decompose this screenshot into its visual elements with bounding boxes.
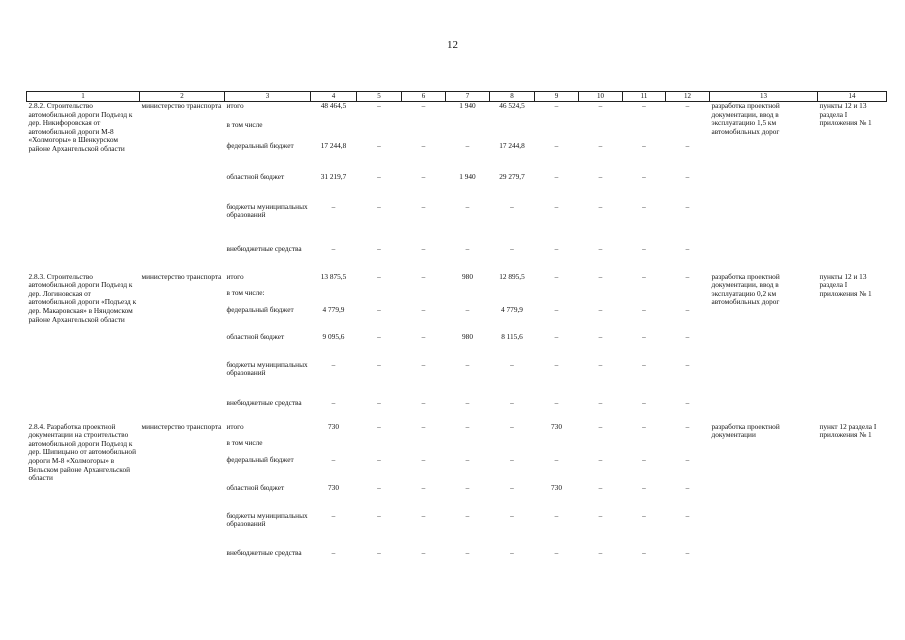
amount-cell: – bbox=[510, 482, 514, 492]
executor: министерство транспорта bbox=[141, 271, 222, 281]
amount-cell: – bbox=[421, 482, 426, 492]
amount-cell bbox=[490, 289, 535, 306]
amount-cell: – bbox=[685, 171, 690, 181]
amount-cell: – bbox=[331, 510, 336, 520]
amount-cell: 1 940 bbox=[459, 101, 476, 110]
amount-cell: – bbox=[642, 454, 646, 464]
page-number: 12 bbox=[447, 39, 458, 51]
funding-source: в том числе bbox=[226, 119, 263, 129]
amount-cell: 730 bbox=[551, 482, 562, 492]
column-header: 2 bbox=[140, 92, 225, 102]
amount-cell: – bbox=[554, 359, 559, 369]
amount-cell: – bbox=[331, 454, 336, 464]
amount-cell: 46 524,5 bbox=[499, 101, 525, 110]
amount-cell: – bbox=[465, 304, 470, 314]
amount-cell: – bbox=[465, 421, 470, 431]
column-header: 10 bbox=[579, 92, 623, 102]
amount-cell: 48 464,5 bbox=[320, 101, 347, 110]
amount-cell: – bbox=[377, 201, 381, 211]
amount-cell: – bbox=[421, 101, 426, 110]
reference: пункты 12 и 13 раздела I приложения № 1 bbox=[819, 101, 872, 128]
amount-cell: – bbox=[642, 171, 646, 181]
amount-cell: – bbox=[510, 201, 514, 211]
amount-cell: – bbox=[685, 243, 690, 253]
amount-cell: – bbox=[377, 454, 381, 464]
amount-cell: – bbox=[465, 510, 470, 520]
amount-cell bbox=[446, 121, 490, 142]
amount-cell: – bbox=[465, 359, 470, 369]
amount-cell: – bbox=[554, 397, 559, 407]
column-header: 13 bbox=[710, 92, 818, 102]
amount-cell bbox=[579, 121, 623, 142]
amount-cell: – bbox=[642, 547, 646, 557]
column-header: 4 bbox=[311, 92, 357, 102]
amount-cell bbox=[623, 439, 666, 456]
amount-cell: – bbox=[421, 547, 426, 557]
funding-source: областной бюджет bbox=[226, 331, 285, 341]
amount-cell: – bbox=[554, 331, 559, 341]
column-header: 9 bbox=[535, 92, 579, 102]
amount-cell: – bbox=[377, 243, 381, 253]
amount-cell bbox=[535, 289, 579, 306]
amount-cell: – bbox=[331, 547, 336, 557]
column-header: 11 bbox=[623, 92, 666, 102]
amount-cell: – bbox=[685, 510, 690, 520]
event-name: 2.8.4. Разработка проектной документации на строительство автомобильной дороги Подъезд к дер. Шипицыно от автомобильной дороги М-8 «Холмогоры» в Вельском районе Архангельской области bbox=[28, 421, 136, 483]
amount-cell: 17 244,8 bbox=[499, 140, 525, 150]
amount-cell bbox=[666, 121, 710, 142]
amount-cell: – bbox=[377, 271, 381, 281]
amount-cell: – bbox=[598, 243, 603, 253]
amount-cell: – bbox=[598, 304, 603, 314]
amount-cell bbox=[402, 439, 446, 456]
amount-cell: – bbox=[510, 421, 514, 431]
funding-source: итого bbox=[226, 421, 244, 431]
amount-cell: – bbox=[510, 359, 514, 369]
column-header: 7 bbox=[446, 92, 490, 102]
amount-cell: – bbox=[685, 454, 690, 464]
amount-cell: – bbox=[642, 510, 646, 520]
amount-cell: – bbox=[642, 331, 646, 341]
amount-cell: – bbox=[331, 243, 336, 253]
amount-cell: – bbox=[598, 454, 603, 464]
amount-cell: – bbox=[685, 140, 690, 150]
funding-source: внебюджетные средства bbox=[226, 243, 302, 253]
amount-cell: – bbox=[421, 510, 426, 520]
amount-cell bbox=[402, 121, 446, 142]
amount-cell: – bbox=[377, 331, 381, 341]
amount-cell: – bbox=[598, 510, 603, 520]
amount-cell: – bbox=[685, 201, 690, 211]
expected-result: разработка проектной документации bbox=[711, 421, 780, 440]
column-header: 14 bbox=[818, 92, 887, 102]
event-name: 2.8.2. Строительство автомобильной дороги Подъезд к дер. Никифоровская от автомобильной дороги М-8 «Холмогоры» в Шенкурском районе Архангельской области bbox=[28, 101, 133, 154]
funding-source: федеральный бюджет bbox=[226, 454, 294, 464]
amount-cell bbox=[446, 439, 490, 456]
amount-cell: – bbox=[642, 397, 646, 407]
amount-cell: – bbox=[377, 140, 381, 150]
amount-cell: – bbox=[642, 243, 646, 253]
funding-source: в том числе bbox=[226, 437, 263, 447]
amount-cell: 29 279,7 bbox=[499, 171, 525, 181]
amount-cell: – bbox=[377, 359, 381, 369]
amount-cell: – bbox=[598, 331, 603, 341]
event-name: 2.8.3. Строительство автомобильной дороги Подъезд к дер. Логиновская от автомобильной дороги «Подъезд к дер. Макаровская» в Няндомском районе Архангельской области bbox=[28, 271, 137, 324]
amount-cell bbox=[357, 121, 402, 142]
amount-cell: – bbox=[465, 454, 470, 464]
amount-cell: 980 bbox=[462, 271, 473, 281]
amount-cell bbox=[535, 439, 579, 456]
amount-cell bbox=[311, 439, 357, 456]
funding-source: в том числе: bbox=[226, 287, 265, 297]
table-row bbox=[27, 423, 887, 439]
amount-cell: – bbox=[685, 482, 690, 492]
amount-cell: – bbox=[510, 243, 514, 253]
amount-cell: – bbox=[598, 140, 603, 150]
amount-cell: – bbox=[465, 397, 470, 407]
amount-cell: – bbox=[642, 421, 646, 431]
column-header: 6 bbox=[402, 92, 446, 102]
amount-cell bbox=[623, 121, 666, 142]
funding-source: бюджеты муниципальных образований bbox=[226, 510, 308, 529]
amount-cell: – bbox=[554, 304, 559, 314]
amount-cell: – bbox=[377, 510, 381, 520]
amount-cell: – bbox=[554, 510, 559, 520]
amount-cell: – bbox=[598, 397, 603, 407]
column-header: 8 bbox=[490, 92, 535, 102]
amount-cell: – bbox=[598, 201, 603, 211]
amount-cell: – bbox=[421, 140, 426, 150]
amount-cell: – bbox=[598, 547, 603, 557]
amount-cell: – bbox=[421, 171, 426, 181]
program-table bbox=[26, 91, 887, 575]
column-header: 3 bbox=[225, 92, 311, 102]
amount-cell: – bbox=[421, 397, 426, 407]
amount-cell bbox=[579, 439, 623, 456]
amount-cell: – bbox=[642, 271, 646, 281]
amount-cell: – bbox=[421, 454, 426, 464]
amount-cell bbox=[666, 439, 710, 456]
amount-cell: – bbox=[331, 201, 336, 211]
amount-cell: – bbox=[642, 201, 646, 211]
reference: пункт 12 раздела I приложения № 1 bbox=[819, 421, 877, 440]
amount-cell: – bbox=[598, 171, 603, 181]
amount-cell: – bbox=[554, 201, 559, 211]
amount-cell: – bbox=[642, 304, 646, 314]
amount-cell bbox=[311, 121, 357, 142]
amount-cell: – bbox=[685, 397, 690, 407]
amount-cell: 8 115,6 bbox=[501, 331, 523, 341]
amount-cell: – bbox=[598, 359, 603, 369]
amount-cell: – bbox=[685, 359, 690, 369]
amount-cell: – bbox=[377, 421, 381, 431]
table-row bbox=[27, 102, 887, 121]
amount-cell: – bbox=[421, 421, 426, 431]
amount-cell: – bbox=[510, 510, 514, 520]
amount-cell: – bbox=[465, 243, 470, 253]
funding-source: бюджеты муниципальных образований bbox=[226, 359, 308, 378]
amount-cell: 31 219,7 bbox=[320, 171, 347, 181]
amount-cell: – bbox=[554, 171, 559, 181]
amount-cell: – bbox=[510, 547, 514, 557]
amount-cell bbox=[357, 289, 402, 306]
amount-cell: – bbox=[685, 421, 690, 431]
amount-cell: – bbox=[377, 304, 381, 314]
amount-cell: 4 779,9 bbox=[501, 304, 523, 314]
amount-cell: 730 bbox=[551, 421, 562, 431]
amount-cell: – bbox=[377, 482, 381, 492]
expected-result: разработка проектной документации, ввод в эксплуатацию 1,5 км автомобильных дорог bbox=[711, 101, 780, 136]
amount-cell bbox=[623, 289, 666, 306]
table-row bbox=[27, 273, 887, 289]
funding-source: областной бюджет bbox=[226, 171, 285, 181]
amount-cell: – bbox=[377, 397, 381, 407]
header-row bbox=[27, 92, 887, 102]
amount-cell: 980 bbox=[462, 331, 473, 341]
amount-cell bbox=[490, 121, 535, 142]
amount-cell: – bbox=[554, 140, 559, 150]
amount-cell bbox=[490, 439, 535, 456]
amount-cell: – bbox=[598, 101, 603, 110]
amount-cell: – bbox=[421, 201, 426, 211]
amount-cell: – bbox=[598, 421, 603, 431]
amount-cell bbox=[357, 439, 402, 456]
amount-cell: – bbox=[377, 101, 381, 110]
amount-cell: 13 875,5 bbox=[320, 271, 347, 281]
expected-result: разработка проектной документации, ввод в эксплуатацию 0,2 км автомобильных дорог bbox=[711, 271, 780, 307]
amount-cell: – bbox=[510, 454, 514, 464]
amount-cell bbox=[402, 289, 446, 306]
column-header: 5 bbox=[357, 92, 402, 102]
amount-cell bbox=[579, 289, 623, 306]
funding-source: областной бюджет bbox=[226, 482, 285, 492]
amount-cell bbox=[311, 289, 357, 306]
amount-cell: 730 bbox=[328, 482, 339, 492]
funding-source: федеральный бюджет bbox=[226, 140, 294, 150]
amount-cell: – bbox=[642, 482, 646, 492]
amount-cell: – bbox=[642, 140, 646, 150]
amount-cell: – bbox=[685, 271, 690, 281]
funding-source: бюджеты муниципальных образований bbox=[226, 201, 308, 220]
amount-cell: – bbox=[465, 547, 470, 557]
amount-cell bbox=[446, 289, 490, 306]
amount-cell: – bbox=[554, 454, 559, 464]
amount-cell: – bbox=[421, 304, 426, 314]
amount-cell: – bbox=[642, 359, 646, 369]
amount-cell: 12 895,5 bbox=[499, 271, 525, 281]
amount-cell: – bbox=[421, 331, 426, 341]
amount-cell: – bbox=[377, 547, 381, 557]
column-header: 12 bbox=[666, 92, 710, 102]
amount-cell: 17 244,8 bbox=[320, 140, 347, 150]
amount-cell: 9 095,6 bbox=[322, 331, 345, 341]
amount-cell: – bbox=[331, 397, 336, 407]
amount-cell: – bbox=[685, 304, 690, 314]
amount-cell: – bbox=[685, 331, 690, 341]
amount-cell: – bbox=[554, 101, 559, 110]
amount-cell: 1 940 bbox=[459, 171, 476, 181]
amount-cell: – bbox=[421, 271, 426, 281]
amount-cell: 730 bbox=[328, 421, 339, 431]
column-header: 1 bbox=[27, 92, 140, 102]
amount-cell: – bbox=[554, 547, 559, 557]
amount-cell: – bbox=[421, 243, 426, 253]
amount-cell: – bbox=[554, 243, 559, 253]
amount-cell: – bbox=[685, 101, 690, 110]
reference: пункты 12 и 13 раздела I приложения № 1 bbox=[819, 271, 872, 298]
funding-source: итого bbox=[226, 101, 244, 110]
amount-cell bbox=[535, 121, 579, 142]
executor: министерство транспорта bbox=[141, 421, 222, 431]
amount-cell: – bbox=[598, 271, 603, 281]
amount-cell: – bbox=[642, 101, 646, 110]
amount-cell bbox=[666, 289, 710, 306]
amount-cell: – bbox=[465, 482, 470, 492]
amount-cell: – bbox=[421, 359, 426, 369]
funding-source: внебюджетные средства bbox=[226, 547, 302, 557]
funding-source: итого bbox=[226, 271, 244, 281]
amount-cell: – bbox=[685, 547, 690, 557]
amount-cell: – bbox=[510, 397, 514, 407]
funding-source: внебюджетные средства bbox=[226, 397, 302, 407]
amount-cell: 4 779,9 bbox=[322, 304, 345, 314]
amount-cell: – bbox=[554, 271, 559, 281]
amount-cell: – bbox=[377, 171, 381, 181]
amount-cell: – bbox=[465, 140, 470, 150]
executor: министерство транспорта bbox=[141, 101, 222, 110]
amount-cell: – bbox=[598, 482, 603, 492]
amount-cell: – bbox=[331, 359, 336, 369]
funding-source: федеральный бюджет bbox=[226, 304, 294, 314]
amount-cell: – bbox=[465, 201, 470, 211]
